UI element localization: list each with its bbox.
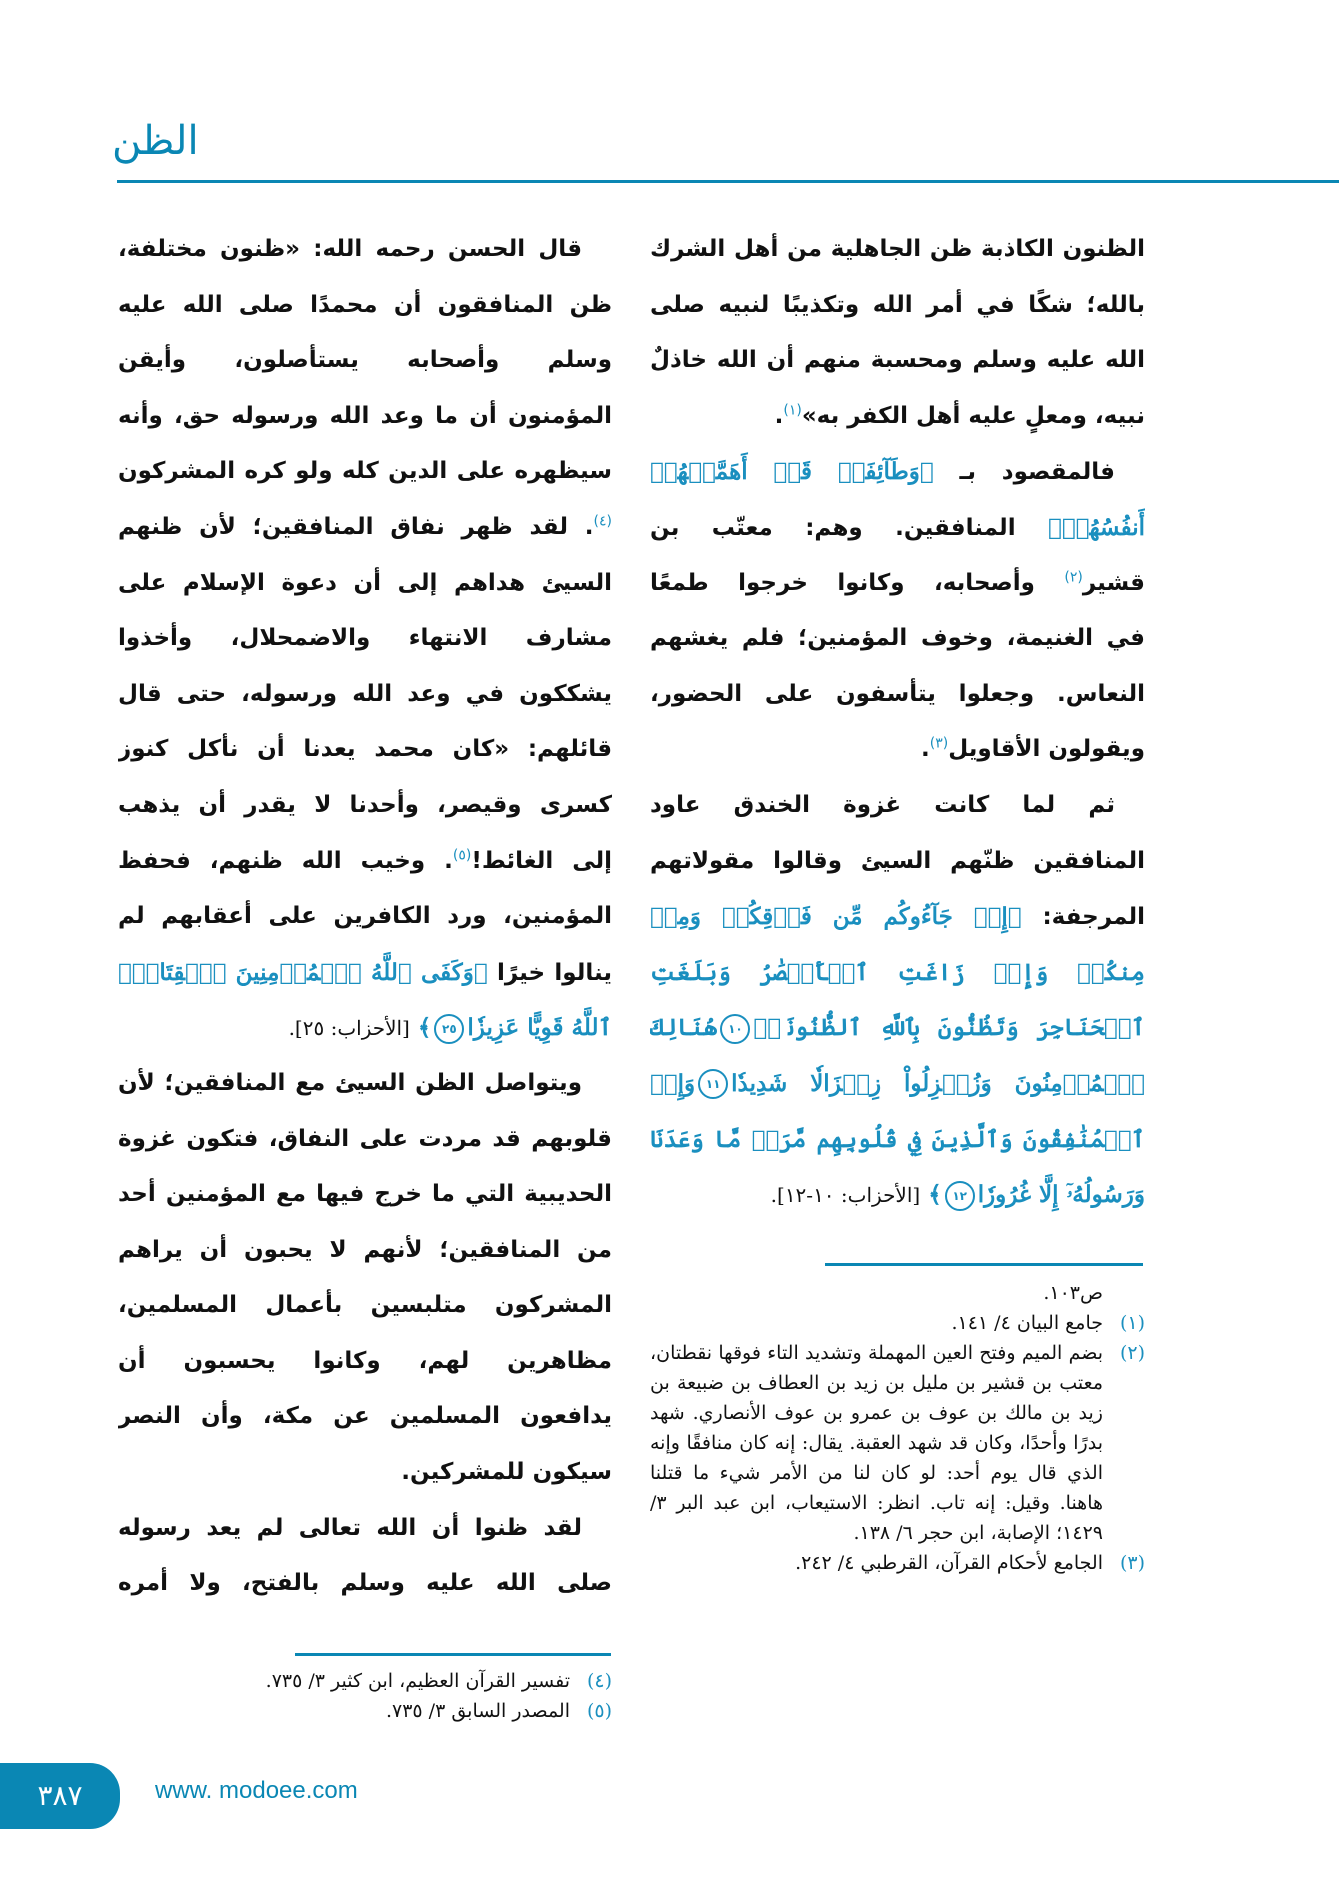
body-text: المؤمنون أن ما وعد الله ورسوله حق، وأنه <box>118 402 612 429</box>
text-line <box>118 556 612 612</box>
text-line <box>650 945 1145 1001</box>
text-line <box>118 389 612 445</box>
footnote-number: (٤) <box>586 1670 612 1692</box>
text-line <box>650 611 1145 667</box>
text-line <box>118 1000 612 1056</box>
text-line <box>650 1056 1145 1112</box>
left-footnotes <box>118 1666 612 1726</box>
text-line <box>650 556 1145 612</box>
footnote <box>118 1666 612 1696</box>
text-line <box>118 444 612 500</box>
quran-verse: ٱللَّهُ قَوِيًّا عَزِيزٗا <box>467 1014 612 1042</box>
text-line <box>118 611 612 667</box>
text-line <box>118 889 612 945</box>
body-text: المنافقين. وهم: معتّب بن <box>650 514 1049 541</box>
quran-verse: مِنكُمۡ وَإِذۡ زَاغَتِ ٱلۡأَبۡصَٰرُ وَبَلَغَتِ <box>650 958 1145 986</box>
text-line <box>650 667 1145 723</box>
body-text: النعاس. وجعلوا يتأسفون على الحضور، <box>650 680 1145 707</box>
body-text: ظن المنافقون أن محمدًا صلى الله عليه <box>118 291 612 318</box>
chapter-title: الظن <box>112 118 199 164</box>
quran-verse: هُنَالِكَ <box>650 1014 718 1042</box>
quran-verse: ﴿وَطَآئِفَةٞ قَدۡ أَهَمَّتۡهُمۡ <box>650 458 934 486</box>
footnote-number <box>1103 1278 1145 1308</box>
body-text: . <box>921 736 930 763</box>
text-line <box>118 1445 612 1501</box>
footnote-ref[interactable]: (٥) <box>452 846 472 863</box>
text-line <box>118 1334 612 1390</box>
footnote <box>650 1308 1145 1338</box>
verse-reference: [الأحزاب: ١٠-١٢]. <box>770 1183 921 1208</box>
text-line <box>118 1056 612 1112</box>
verse-reference: [الأحزاب: ٢٥]. <box>288 1016 410 1041</box>
page-number-badge: ٣٨٧ <box>0 1763 120 1829</box>
text-line <box>650 333 1145 389</box>
body-text: يدافعون المسلمين عن مكة، وأن النصر <box>118 1403 612 1430</box>
header-rule <box>117 180 1339 183</box>
body-text: مشارف الانتهاء والاضمحلال، وأخذوا <box>118 625 612 652</box>
quran-verse: ﴾ <box>409 1014 432 1042</box>
website-link[interactable]: www. modoee.com <box>155 1777 358 1804</box>
quran-verse: ٱلۡمُؤۡمِنُونَ وَزُلۡزِلُواْ زِلۡزَالٗا شَدِيدٗا <box>731 1069 1145 1097</box>
footnote-number: (٢) <box>1119 1342 1145 1364</box>
footnote <box>650 1548 1145 1578</box>
body-text: قشير <box>1082 569 1145 596</box>
text-line <box>650 889 1145 945</box>
text-line <box>650 1000 1145 1056</box>
body-text: السيئ هداهم إلى أن دعوة الإسلام على <box>118 569 612 596</box>
body-text: بالله؛ شكًا في أمر الله وتكذيبًا لنبيه صلى <box>650 291 1145 318</box>
body-text: نبيه، ومعلٍ عليه أهل الكفر به» <box>801 402 1145 429</box>
text-line <box>118 1167 612 1223</box>
body-text: وأصحابه، وكانوا خرجوا طمعًا <box>650 569 1065 596</box>
footnote-text: ص١٠٣. <box>1043 1282 1103 1304</box>
body-text: فالمقصود بـ <box>933 459 1115 486</box>
footnote-ref[interactable]: (٢) <box>1064 568 1083 585</box>
text-line <box>118 1278 612 1334</box>
body-text: مظاهرين لهم، وكانوا يحسبون أن <box>118 1347 612 1374</box>
body-text: . لقد ظهر نفاق المنافقين؛ لأن ظنهم <box>118 513 594 540</box>
footnote-text: جامع البيان ٤/ ١٤١. <box>951 1312 1103 1334</box>
text-line <box>118 1223 612 1279</box>
body-text: المؤمنين، ورد الكافرين على أعقابهم لم <box>118 903 612 930</box>
ayah-number-marker: ١٢ <box>945 1181 975 1211</box>
body-text: من المنافقين؛ لأنهم لا يحبون أن يراهم <box>118 1236 612 1263</box>
body-text: ويقولون الأقاويل <box>948 736 1145 763</box>
body-text: في الغنيمة، وخوف المؤمنين؛ فلم يغشهم <box>650 625 1145 652</box>
body-text: الله عليه وسلم ومحسبة منهم أن الله خاذلٌ <box>650 347 1145 374</box>
body-text: صلى الله عليه وسلم بالفتح، ولا أمره <box>118 1570 612 1597</box>
text-line <box>650 278 1145 334</box>
right-text-column <box>650 222 1145 1223</box>
body-text: كسرى وقيصر، وأحدنا لا يقدر أن يذهب <box>118 791 612 818</box>
footnote-rule-left <box>295 1653 611 1656</box>
footnote-rule-right <box>825 1263 1143 1266</box>
text-line <box>118 1501 612 1557</box>
quran-verse: ﴿إِذۡ جَآءُوكُم مِّن فَوۡقِكُمۡ وَمِنۡ <box>650 903 1022 931</box>
body-text: لقد ظنوا أن الله تعالى لم يعد رسوله <box>118 1514 582 1541</box>
footnote-text: الجامع لأحكام القرآن، القرطبي ٤/ ٢٤٢. <box>795 1552 1103 1574</box>
body-text: سيظهره على الدين كله ولو كره المشركون <box>118 458 612 485</box>
text-line <box>118 1389 612 1445</box>
quran-verse: ﴿وَكَفَى ٱللَّهُ ٱلۡمُؤۡمِنِينَ ٱلۡقِتَالَۚ <box>118 958 488 986</box>
quran-verse: وَإِذۡ <box>650 1069 696 1097</box>
quran-verse: أَنفُسُهُمۡ﴾ <box>1048 513 1145 541</box>
text-line <box>650 778 1145 834</box>
text-line <box>650 1112 1145 1168</box>
body-text: . وخيب الله ظنهم، فحفظ <box>118 847 453 874</box>
footnote-number: (٣) <box>1119 1552 1145 1574</box>
body-text: ثم لما كانت غزوة الخندق عاود <box>650 791 1115 818</box>
right-footnotes <box>650 1278 1145 1578</box>
text-line <box>650 389 1145 445</box>
footnote-ref[interactable]: (١) <box>783 402 802 419</box>
footnote-ref[interactable]: (٣) <box>929 735 949 752</box>
body-text: وسلم وأصحابه يستأصلون، وأيقن <box>118 347 612 374</box>
footnote <box>650 1338 1145 1548</box>
body-text: إلى الغائط! <box>471 847 612 874</box>
body-text: الظنون الكاذبة ظن الجاهلية من أهل الشرك <box>650 236 1145 262</box>
body-text: ويتواصل الظن السيئ مع المنافقين؛ لأن <box>118 1069 582 1096</box>
body-text: يشككون في وعد الله ورسوله، حتى قال <box>118 680 612 707</box>
quran-verse: ٱلۡمُنَٰفِقُونَ وَٱلَّذِينَ فِي قُلُوبِهِم مَّرَضٞ مَّا وَعَدَنَا <box>650 1125 1145 1153</box>
text-line <box>118 222 612 278</box>
text-line <box>118 778 612 834</box>
text-line <box>650 722 1145 778</box>
text-line <box>650 1167 1145 1223</box>
footnote <box>118 1696 612 1726</box>
footnote <box>650 1278 1145 1308</box>
body-text: قائلهم: «كان محمد يعدنا أن نأكل كنوز <box>118 736 612 763</box>
body-text: قلوبهم قد مردت على النفاق، فتكون غزوة <box>118 1125 612 1152</box>
ayah-number-marker: ١١ <box>698 1069 728 1099</box>
text-line <box>118 722 612 778</box>
text-line <box>118 500 612 556</box>
text-line <box>118 333 612 389</box>
text-line <box>650 834 1145 890</box>
footnote-number: (١) <box>1119 1312 1145 1334</box>
text-line <box>118 945 612 1001</box>
footnote-text: المصدر السابق ٣/ ٧٣٥. <box>385 1700 570 1722</box>
body-text: ينالوا خيرًا <box>487 959 612 986</box>
body-text: المشركون متلبسين بأعمال المسلمين، <box>118 1292 612 1319</box>
footnote-text: تفسير القرآن العظيم، ابن كثير ٣/ ٧٣٥. <box>265 1670 570 1692</box>
body-text: الحديبية التي ما خرج فيها مع المؤمنين أحد <box>118 1181 612 1208</box>
text-line <box>118 1112 612 1168</box>
text-line <box>118 278 612 334</box>
body-text: المنافقين ظنّهم السيئ وقالوا مقولاتهم <box>650 847 1145 874</box>
body-text: سيكون للمشركين. <box>401 1459 612 1486</box>
footnote-text: بضم الميم وفتح العين المهملة وتشديد التاء فوقها نقطتان، معتب بن قشير بن مليل بن زيد بن العطاف بن ضبيعة بن زيد بن مالك بن عوف بن عمرو بن عوف الأنصاري. شهد بدرًا وأحدًا، وكان قد شهد العقبة. يقال: إنه كان منافقًا وإنه الذي قال يوم أحد: لو كان لنا من الأمر شيء ما قتلنا هاهنا. وقيل: إنه تاب. انظر: الاستيعاب، ابن عبد البر ٣/ ١٤٢٩؛ الإصابة، ابن حجر ٦/ ١٣٨. <box>650 1342 1103 1544</box>
text-line <box>118 667 612 723</box>
body-text: قال الحسن رحمه الله: «ظنون مختلفة، <box>118 236 582 262</box>
body-text: . <box>774 402 784 429</box>
left-text-column <box>118 222 612 1612</box>
footnote-number: (٥) <box>586 1700 612 1722</box>
text-line <box>118 834 612 890</box>
quran-verse: وَرَسُولُهُۥٓ إِلَّا غُرُورٗا <box>977 1181 1145 1209</box>
ayah-number-marker: ١٠ <box>720 1014 750 1044</box>
text-line <box>650 222 1145 278</box>
text-line <box>118 1556 612 1612</box>
quran-verse: ٱلۡحَنَاجِرَ وَتَظُنُّونَ بِٱللَّهِ ٱلظُّنُونَا۠ <box>753 1014 1145 1042</box>
body-text: المرجفة: <box>1021 904 1145 931</box>
footnote-ref[interactable]: (٤) <box>593 513 612 530</box>
text-line <box>650 500 1145 556</box>
ayah-number-marker: ٢٥ <box>434 1014 464 1044</box>
text-line <box>650 444 1145 500</box>
quran-verse: ﴾ <box>920 1181 942 1209</box>
